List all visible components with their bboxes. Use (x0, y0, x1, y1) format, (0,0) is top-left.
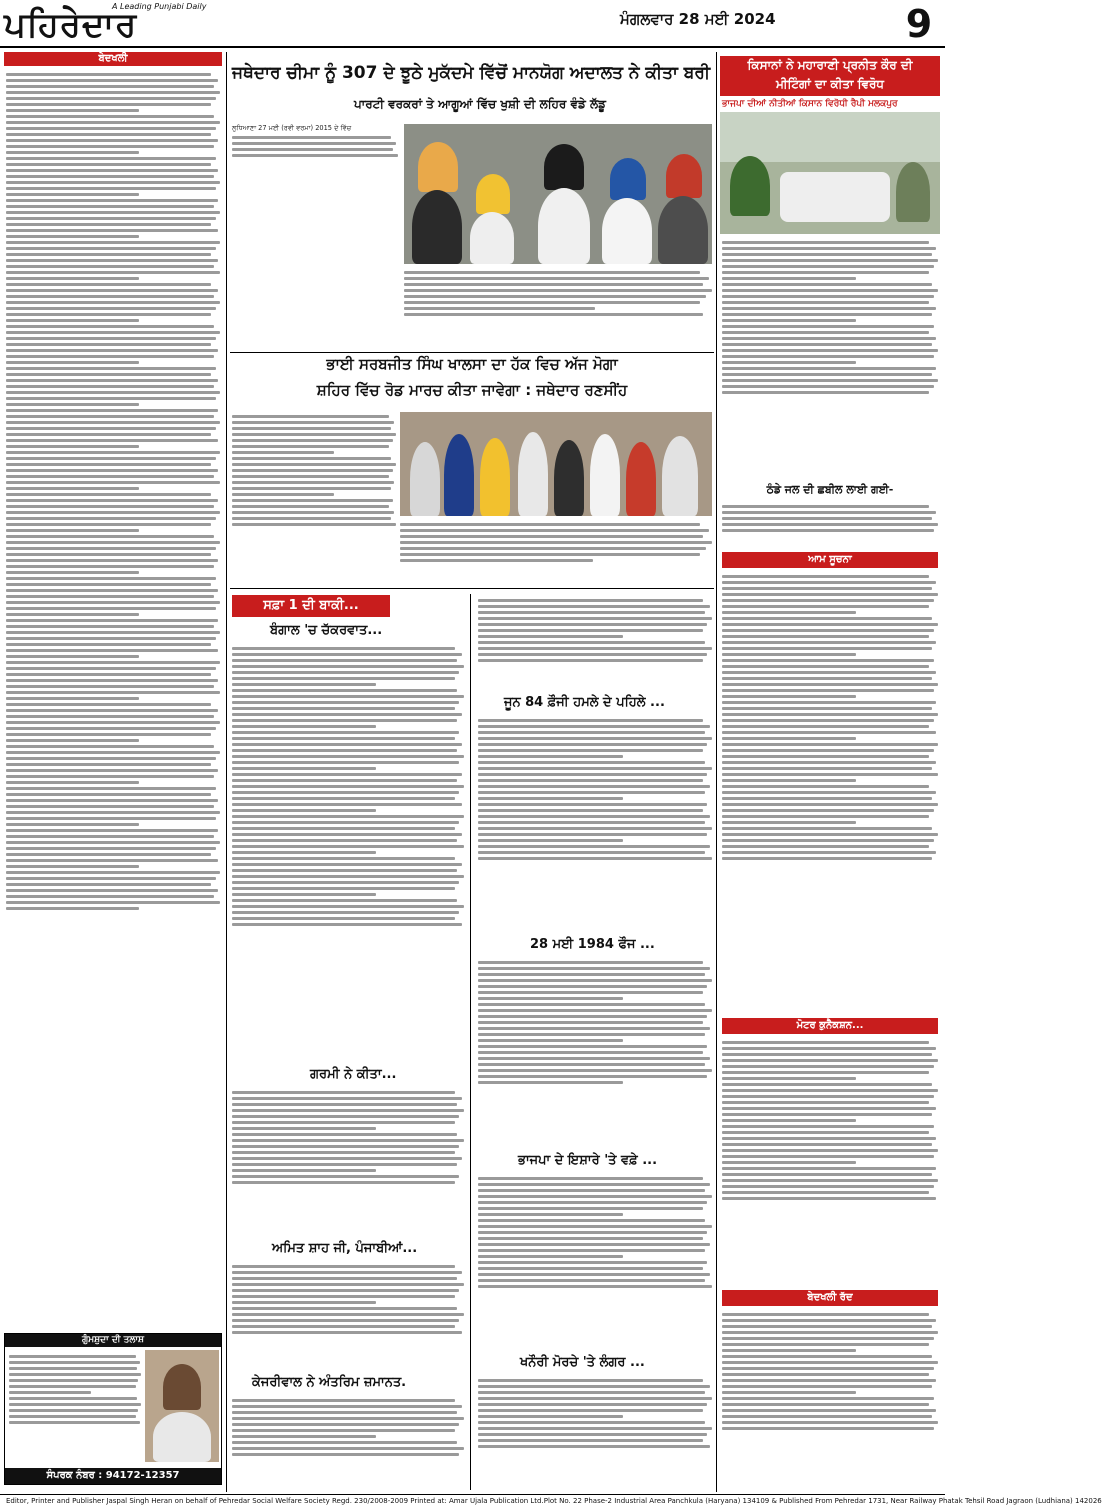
heat-text (232, 1088, 464, 1238)
bengal-cyclone-text (232, 644, 464, 1068)
may-1984-headline: 28 ਮਈ 1984 ਫੌਜ ... (530, 937, 655, 952)
main-story-body (232, 124, 398, 350)
issue-date: ਮੰਗਲਵਾਰ 28 ਮਈ 2024 (620, 10, 776, 28)
heat-headline: ਗਰਮੀ ਨੇ ਕੀਤਾ... (310, 1067, 397, 1082)
right-story-body (722, 238, 938, 478)
main-story-headline: ਜਥੇਦਾਰ ਚੀਮਾ ਨੂੰ 307 ਦੇ ਝੂਠੇ ਮੁਕੱਦਮੇ ਵਿੱਚੋਂ ਮਾਨਯੋਗ ਅਦਾਲਤ ਨੇ ਕੀਤਾ ਬਰੀ (232, 63, 711, 83)
bengal-cyclone-headline: ਬੰਗਾਲ 'ਚ ਚੱਕਰਵਾਤ... (270, 623, 383, 638)
right-story-headline-line2: ਮੀਟਿੰਗਾਂ ਦਾ ਕੀਤਾ ਵਿਰੋਧ (775, 77, 884, 91)
section-divider (230, 588, 714, 589)
wanted-notice-box (4, 1333, 222, 1485)
farmers-protest-photo (720, 112, 940, 234)
wanted-contact-number: ਸੰਪਰਕ ਨੰਬਰ : 94172-12357 (5, 1468, 221, 1484)
masthead-rule (0, 46, 945, 48)
kejriwal-text (232, 1396, 464, 1490)
chhabeel-headline: ਠੰਡੇ ਜਲ ਦੀ ਛਬੀਲ ਲਾਈ ਗਈ- (766, 483, 894, 496)
page-number: 9 (905, 2, 933, 46)
right-story-subhead: ਭਾਜਪਾ ਦੀਆਂ ਨੀਤੀਆਂ ਕਿਸਾਨ ਵਿਰੋਧੀ ਰੈਪੀ ਮਲਕਪੁਰ (722, 99, 898, 109)
newspaper-tagline: A Leading Punjabi Daily (112, 2, 207, 11)
chhabeel-text (722, 502, 938, 548)
june-84-headline: ਜੂਨ 84 ਫ਼ੌਜੀ ਹਮਲੇ ਦੇ ਪਹਿਲੇ ... (504, 695, 665, 710)
eviction-cancelled-header: ਬੇਦਖਲੀ ਰੱਦ (722, 1290, 938, 1306)
public-notice-header: ਆਮ ਸੂਚਨਾ (722, 552, 938, 568)
main-story-photo (404, 124, 712, 264)
may-1984-text (478, 958, 712, 1150)
eviction-cancelled-text (722, 1310, 938, 1490)
motor-connection-text (722, 1038, 938, 1286)
column-divider (716, 52, 717, 1492)
khanauri-langar-text (478, 1376, 712, 1490)
imprint-line: Editor, Printer and Publisher Jaspal Singh Heran on behalf of Pehredar Social Welfare Society Regd. 230/2008-2009 Printed at: Amar Ujala Publication Ltd.Plot No. 22 Phase-2 Industrial Area Panchkula (Haryana) 134109 & Published From Pehredar 1731, Near Railway Phatak Tehsil Road Jagraon (Ludhiana) 142026 (0, 1494, 945, 1507)
right-story-headline-line1: ਕਿਸਾਨਾਂ ਨੇ ਮਹਾਰਾਣੀ ਪ੍ਰਨੀਤ ਕੌਰ ਦੀ (747, 58, 913, 72)
left-section-header: ਬੇਦਖਲੀ (4, 52, 222, 66)
second-story-caption (400, 520, 712, 584)
khanauri-langar-headline: ਖਨੌਰੀ ਮੋਰਚੇ 'ਤੇ ਲੰਗਰ ... (520, 1355, 645, 1370)
column-divider (470, 594, 471, 1490)
sada-baki-header: ਸਫ਼ਾ 1 ਦੀ ਬਾਕੀ... (232, 595, 390, 617)
amit-shah-headline: ਅਮਿਤ ਸ਼ਾਹ ਜੀ, ਪੰਜਾਬੀਆਂ... (272, 1241, 418, 1256)
newspaper-logo: ਪਹਿਰੇਦਾਰ (4, 5, 138, 45)
second-story-headline-line2: ਸ਼ਹਿਰ ਵਿੱਚ ਰੋਡ ਮਾਰਚ ਕੀਤਾ ਜਾਵੇਗਾ : ਜਥੇਦਾਰ ਰਣਸੀਂਹ (316, 381, 628, 399)
main-story-text (232, 136, 398, 157)
wanted-notice-text (9, 1352, 141, 1462)
main-story-caption (404, 268, 712, 348)
carryover-text (478, 596, 712, 696)
right-story-headline-box (720, 56, 940, 96)
bjp-signal-headline: ਭਾਜਪਾ ਦੇ ਇਸ਼ਾਰੇ 'ਤੇ ਵਫ਼ੇ ... (518, 1153, 658, 1168)
story-divider (230, 352, 714, 353)
amit-shah-text (232, 1262, 464, 1372)
kejriwal-headline: ਕੇਜਰੀਵਾਲ ਨੇ ਅੰਤਰਿਮ ਜ਼ਮਾਨਤ. (252, 1375, 407, 1390)
second-story-body (232, 412, 396, 584)
main-story-subhead: ਪਾਰਟੀ ਵਰਕਰਾਂ ਤੇ ਆਗੂਆਂ ਵਿੱਚ ਖੁਸ਼ੀ ਦੀ ਲਹਿਰ ਵੰਡੇ ਲੱਡੂ (354, 97, 606, 111)
main-story-dateline: ਲੁਧਿਆਣਾ 27 ਮਈ (ਰਵੀ ਵਰਮਾ) 2015 ਦੇ ਵਿੱਚ (232, 124, 352, 132)
column-divider (226, 52, 227, 1492)
second-story-headline-line1: ਭਾਈ ਸਰਬਜੀਤ ਸਿੰਘ ਖਾਲਸਾ ਦਾ ਹੱਕ ਵਿਚ ਅੱਜ ਮੋਗਾ (326, 355, 618, 373)
motor-connection-header: ਮੋਟਰ ਕੁਨੈਕਸ਼ਨ... (722, 1018, 938, 1034)
left-column-notices (6, 70, 220, 1330)
bjp-signal-text (478, 1174, 712, 1352)
june-84-text (478, 716, 712, 932)
public-notices-text (722, 572, 938, 1012)
wanted-notice-title: ਗੁੰਮਸ਼ੁਦਾ ਦੀ ਤਲਾਸ਼ (5, 1334, 221, 1347)
missing-person-photo (145, 1350, 219, 1462)
second-story-photo (400, 412, 712, 516)
